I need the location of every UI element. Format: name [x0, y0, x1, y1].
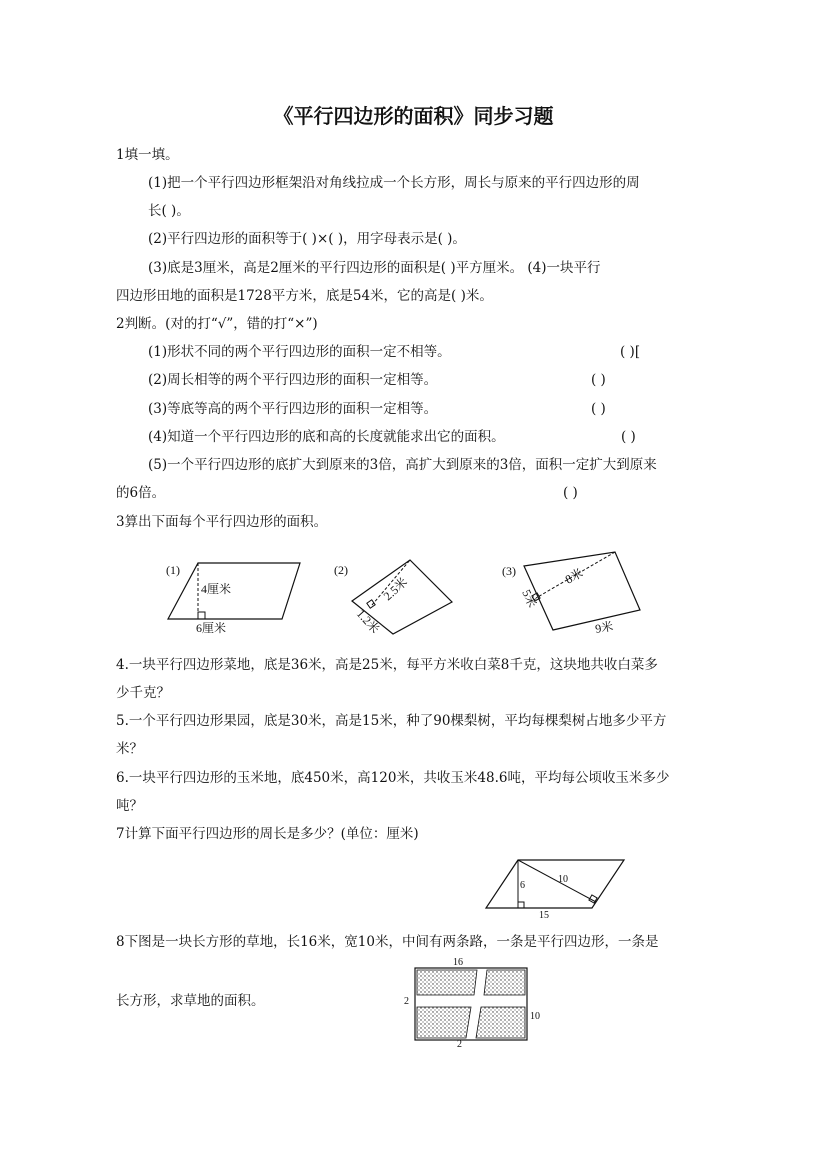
- q8-right-label: 10: [530, 1011, 540, 1022]
- q2-item1: (1)形状不同的两个平行四边形的面积一定不相等。: [148, 344, 451, 360]
- q1-item4: 四边形田地的面积是1728平方米，底是54米，它的高是( )米。: [116, 288, 493, 304]
- q2-item5-bracket: ( ): [563, 485, 578, 501]
- q3-fig3-side-label: 5米: [519, 587, 540, 610]
- q1-item2: (2)平行四边形的面积等于( )×( )，用字母表示是( )。: [148, 231, 466, 247]
- q5-line1: 5.一个平行四边形果园，底是30米，高是15米，种了90棵梨树，平均每棵梨树占地多少平方: [116, 713, 667, 729]
- q2-item3: (3)等底等高的两个平行四边形的面积一定相等。: [148, 401, 438, 417]
- q2-item1-bracket: ( )[: [620, 344, 641, 360]
- q4-line2: 少千克？: [116, 685, 170, 701]
- q3-fig2-number: (2): [334, 563, 348, 577]
- parallelogram-1: [168, 563, 300, 619]
- right-angle-mark-2: [367, 600, 375, 608]
- q2-heading: 2判断。(对的打“√”，错的打“×”): [116, 316, 318, 332]
- q7-base-label: 15: [539, 910, 549, 921]
- q6-line2: 吨？: [116, 798, 143, 814]
- parallelogram-q7: [486, 860, 624, 908]
- right-angle-mark-q7: [518, 902, 524, 908]
- q3-fig2-height-label: 2.5米: [380, 574, 411, 604]
- q1-heading: 1填一填。: [116, 147, 179, 163]
- q7-height-label: 6: [520, 880, 525, 891]
- parallelogram-3: [524, 552, 640, 630]
- grass-area-bottom-left: [417, 1007, 471, 1038]
- q3-fig1-number: (1): [166, 563, 180, 577]
- page-title: 《平行四边形的面积》同步习题: [273, 104, 554, 128]
- q3-figure-1: [160, 556, 290, 636]
- q3-heading: 3算出下面每个平行四边形的面积。: [116, 514, 328, 530]
- right-angle-mark-1: [198, 612, 205, 619]
- q8-line1: 8下图是一块长方形的草地，长16米，宽10米，中间有两条路，一条是平行四边形，一条是: [116, 934, 659, 950]
- q2-item4-bracket: ( ): [621, 429, 636, 445]
- q3-figure-2: [330, 556, 460, 641]
- q4-line1: 4.一块平行四边形菜地，底是36米，高是25米，每平方米收白菜8千克，这块地共收白菜多: [116, 657, 658, 673]
- q7-figure: [484, 858, 626, 920]
- q3-fig1-height-label: 4厘米: [201, 582, 232, 596]
- q7-distance-label: 10: [558, 874, 568, 885]
- q6-line1: 6.一块平行四边形的玉米地，底450米，高120米，共收玉米48.6吨，平均每公顷收玉米多少: [116, 770, 670, 786]
- q5-line2: 米？: [116, 741, 143, 757]
- q1-item1-line2: 长( )。: [148, 203, 190, 219]
- q7-heading: 7计算下面平行四边形的周长是多少？(单位：厘米): [116, 826, 419, 842]
- q2-item5-line2: 的6倍。: [116, 485, 166, 501]
- grass-area-top-left: [417, 970, 477, 995]
- q1-item1-line1: (1)把一个平行四边形框架沿对角线拉成一个长方形，周长与原来的平行四边形的周: [148, 175, 640, 191]
- q3-fig1-base-label: 6厘米: [196, 621, 227, 635]
- q3-fig3-base-label: 9米: [594, 619, 615, 636]
- q8-line2: 长方形，求草地的面积。: [116, 993, 265, 1009]
- grass-area-bottom-right: [476, 1007, 525, 1038]
- perpendicular-line-q7: [518, 860, 596, 902]
- q2-item2: (2)周长相等的两个平行四边形的面积一定相等。: [148, 372, 438, 388]
- q3-fig3-height-label: 8米: [562, 565, 586, 587]
- grass-area-top-right: [484, 970, 525, 995]
- q8-top-label: 16: [453, 957, 463, 968]
- q2-item4: (4)知道一个平行四边形的底和高的长度就能求出它的面积。: [148, 429, 505, 445]
- q2-item2-bracket: ( ): [591, 372, 606, 388]
- q3-figure-3: [500, 548, 640, 640]
- q1-item3: (3)底是3厘米，高是2厘米的平行四边形的面积是( )平方厘米。 (4)一块平行: [148, 260, 601, 276]
- q2-item3-bracket: ( ): [591, 401, 606, 417]
- q8-figure: [400, 955, 550, 1050]
- q3-fig2-side-label: 1.2米: [353, 606, 383, 637]
- q3-fig3-number: (3): [502, 564, 516, 578]
- q8-left-label: 2: [404, 996, 409, 1007]
- q8-bottom-label: 2: [457, 1039, 462, 1050]
- q2-item5-line1: (5)一个平行四边形的底扩大到原来的3倍，高扩大到原来的3倍，面积一定扩大到原来: [148, 457, 657, 473]
